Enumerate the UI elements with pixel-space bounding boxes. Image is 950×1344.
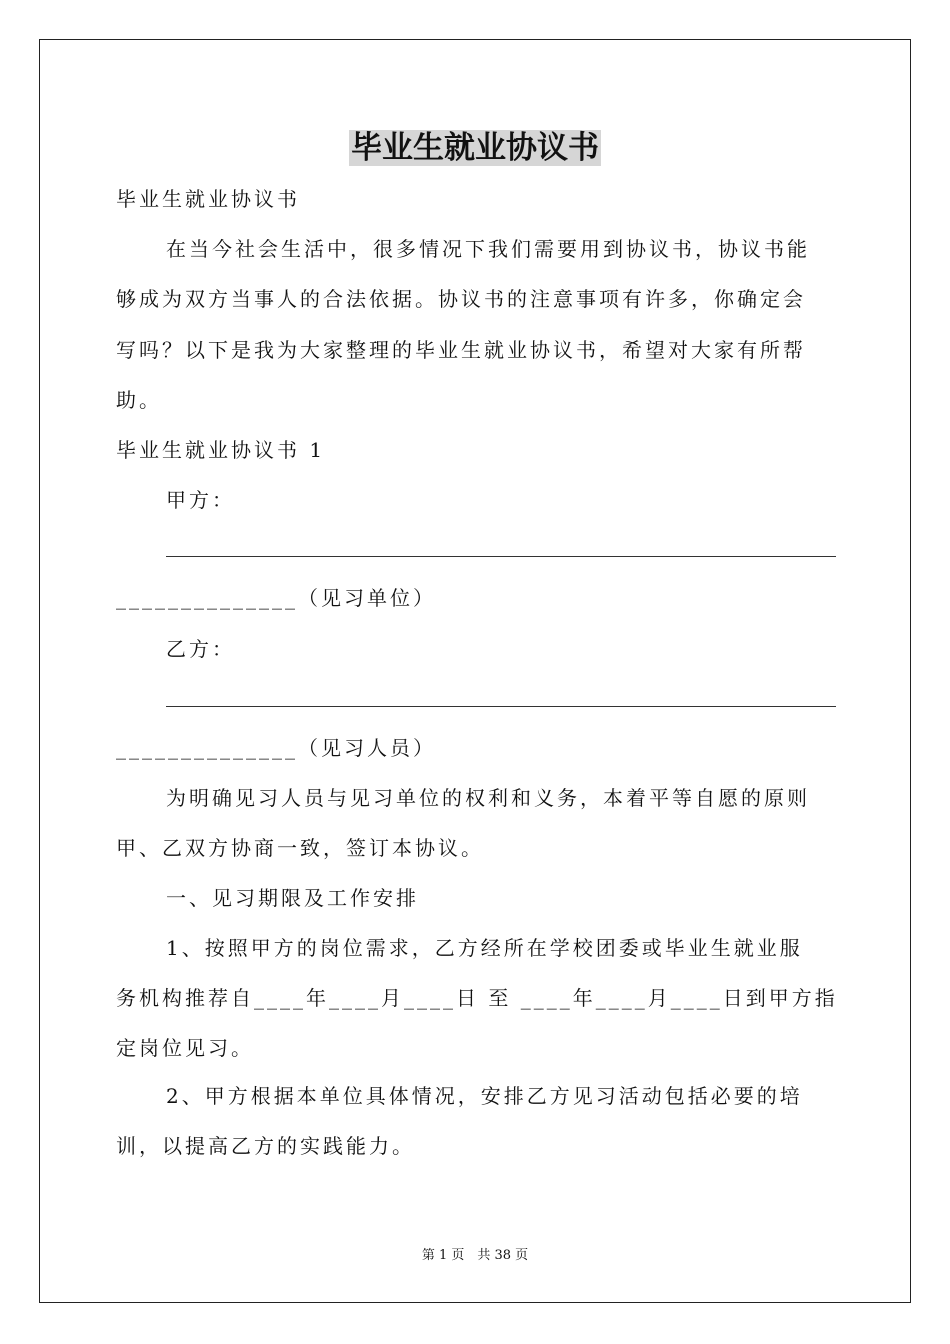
party-a-underline — [166, 556, 836, 557]
purpose-line-2: 甲、乙双方协商一致，签订本协议。 — [116, 836, 484, 860]
clause-heading: 一、见习期限及工作安排 — [166, 886, 419, 910]
purpose-line-1: 为明确见习人员与见习单位的权利和义务，本着平等自愿的原则 — [166, 786, 810, 810]
clause1-line-1: 1、按照甲方的岗位需求，乙方经所在学校团委或毕业生就业服 — [166, 936, 803, 960]
clause1-line-2: 务机构推荐自____年____月____日 至 ____年____月____日到甲方指 — [116, 986, 838, 1010]
clause2-line-1: 2、甲方根据本单位具体情况，安排乙方见习活动包括必要的培 — [166, 1084, 803, 1108]
section-heading: 毕业生就业协议书 1 — [116, 438, 326, 462]
clause1-line-3: 定岗位见习。 — [116, 1036, 254, 1060]
party-a-label: 甲方： — [166, 488, 235, 512]
intro-line-1: 在当今社会生活中，很多情况下我们需要用到协议书，协议书能 — [166, 237, 810, 261]
page-number-footer: 第 1 页 共 38 页 — [421, 1248, 529, 1263]
page-border — [39, 39, 911, 1303]
party-a-note: ______________（见习单位） — [116, 586, 436, 610]
party-b-underline — [166, 706, 836, 707]
subtitle: 毕业生就业协议书 — [116, 187, 300, 211]
party-b-label: 乙方： — [166, 637, 235, 661]
intro-line-4: 助。 — [116, 388, 162, 412]
document-title: 毕业生就业协议书 — [351, 130, 599, 166]
intro-line-3: 写吗？以下是我为大家整理的毕业生就业协议书，希望对大家有所帮 — [116, 338, 806, 362]
intro-line-2: 够成为双方当事人的合法依据。协议书的注意事项有许多，你确定会 — [116, 287, 806, 311]
party-b-note: ______________（见习人员） — [116, 736, 436, 760]
clause2-line-2: 训，以提高乙方的实践能力。 — [116, 1134, 415, 1158]
